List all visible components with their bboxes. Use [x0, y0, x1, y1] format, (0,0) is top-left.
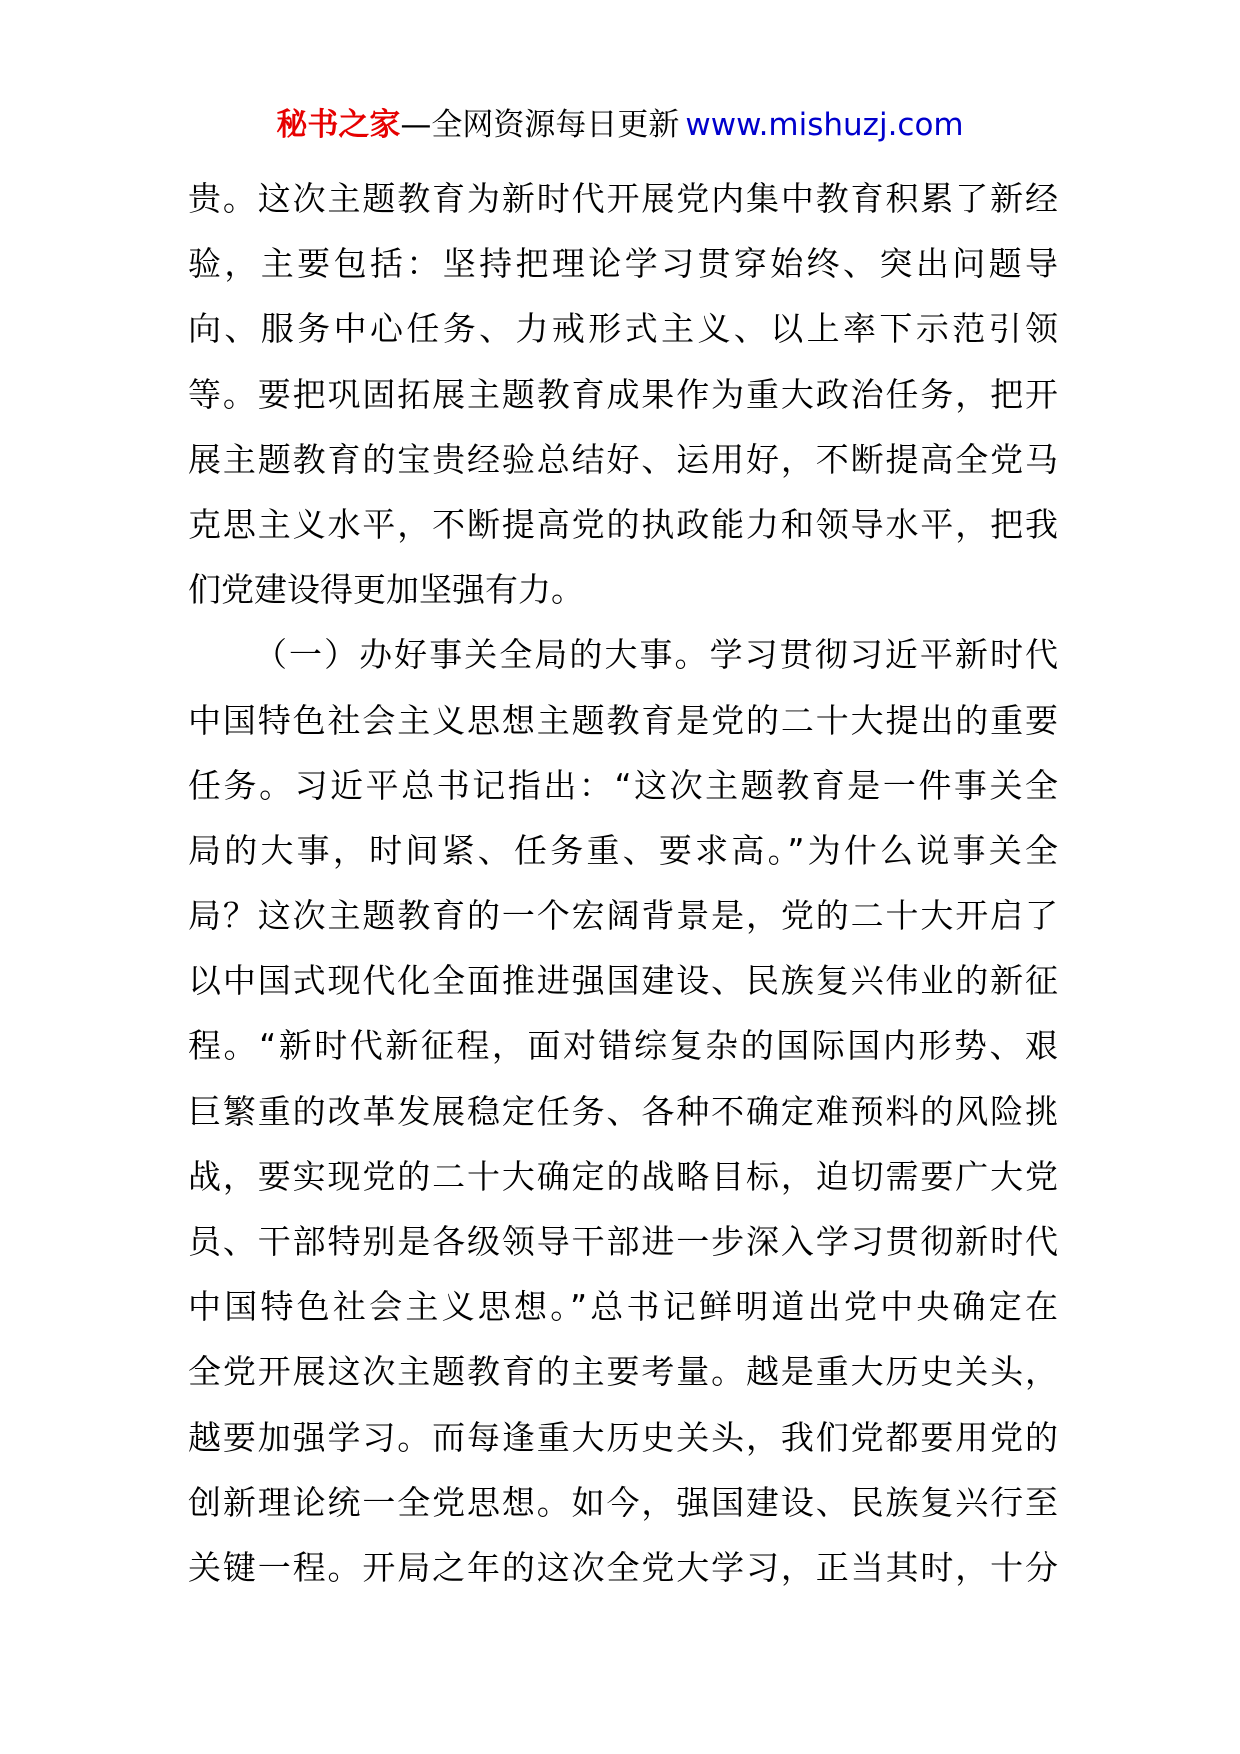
text-line: 中国特色社会主义思想主题教育是党的二十大提出的重要: [188, 700, 1058, 740]
text-line: 全党开展这次主题教育的主要考量。越是重大历史关头，: [188, 1352, 1058, 1392]
text-line: 关键一程。开局之年的这次全党大学习，正当其时，十分: [188, 1547, 1058, 1587]
text-line: 展主题教育的宝贵经验总结好、运用好，不断提高全党马: [188, 439, 1058, 479]
text-line: 中国特色社会主义思想。”总书记鲜明道出党中央确定在: [188, 1287, 1058, 1327]
document-body: [188, 166, 1058, 1600]
site-tagline: —全网资源每日更新: [400, 107, 680, 143]
text-line: 战，要实现党的二十大确定的战略目标，迫切需要广大党: [188, 1156, 1058, 1196]
site-url-link[interactable]: www.mishuzj.com: [685, 107, 964, 143]
text-line: 以中国式现代化全面推进强国建设、民族复兴伟业的新征: [188, 961, 1058, 1001]
text-line: 任务。习近平总书记指出：“这次主题教育是一件事关全: [188, 765, 1058, 805]
text-line: 等。要把巩固拓展主题教育成果作为重大政治任务，把开: [188, 374, 1058, 414]
text-line: 创新理论统一全党思想。如今，强国建设、民族复兴行至: [188, 1482, 1058, 1522]
text-line: 们党建设得更加坚强有力。: [188, 570, 584, 610]
text-line: 越要加强学习。而每逢重大历史关头，我们党都要用党的: [188, 1417, 1058, 1457]
text-line: 局的大事，时间紧、任务重、要求高。”为什么说事关全: [188, 830, 1058, 870]
text-line: 巨繁重的改革发展稳定任务、各种不确定难预料的风险挑: [188, 1091, 1058, 1131]
text-line: 向、服务中心任务、力戒形式主义、以上率下示范引领: [188, 309, 1058, 349]
text-line: 验，主要包括：坚持把理论学习贯穿始终、突出问题导: [188, 244, 1058, 284]
text-line: 局？这次主题教育的一个宏阔背景是，党的二十大开启了: [188, 896, 1058, 936]
text-line: 贵。这次主题教育为新时代开展党内集中教育积累了新经: [188, 179, 1058, 218]
text-line: 员、干部特别是各级领导干部进一步深入学习贯彻新时代: [188, 1222, 1058, 1261]
text-line: 克思主义水平，不断提高党的执政能力和领导水平，把我: [188, 504, 1058, 544]
site-header: [0, 100, 1240, 150]
text-line: 程。“新时代新征程，面对错综复杂的国际国内形势、艰: [188, 1026, 1058, 1066]
section-heading-line: （一）办好事关全局的大事。学习贯彻习近平新时代: [254, 635, 1058, 675]
site-brand: 秘书之家: [276, 107, 401, 143]
